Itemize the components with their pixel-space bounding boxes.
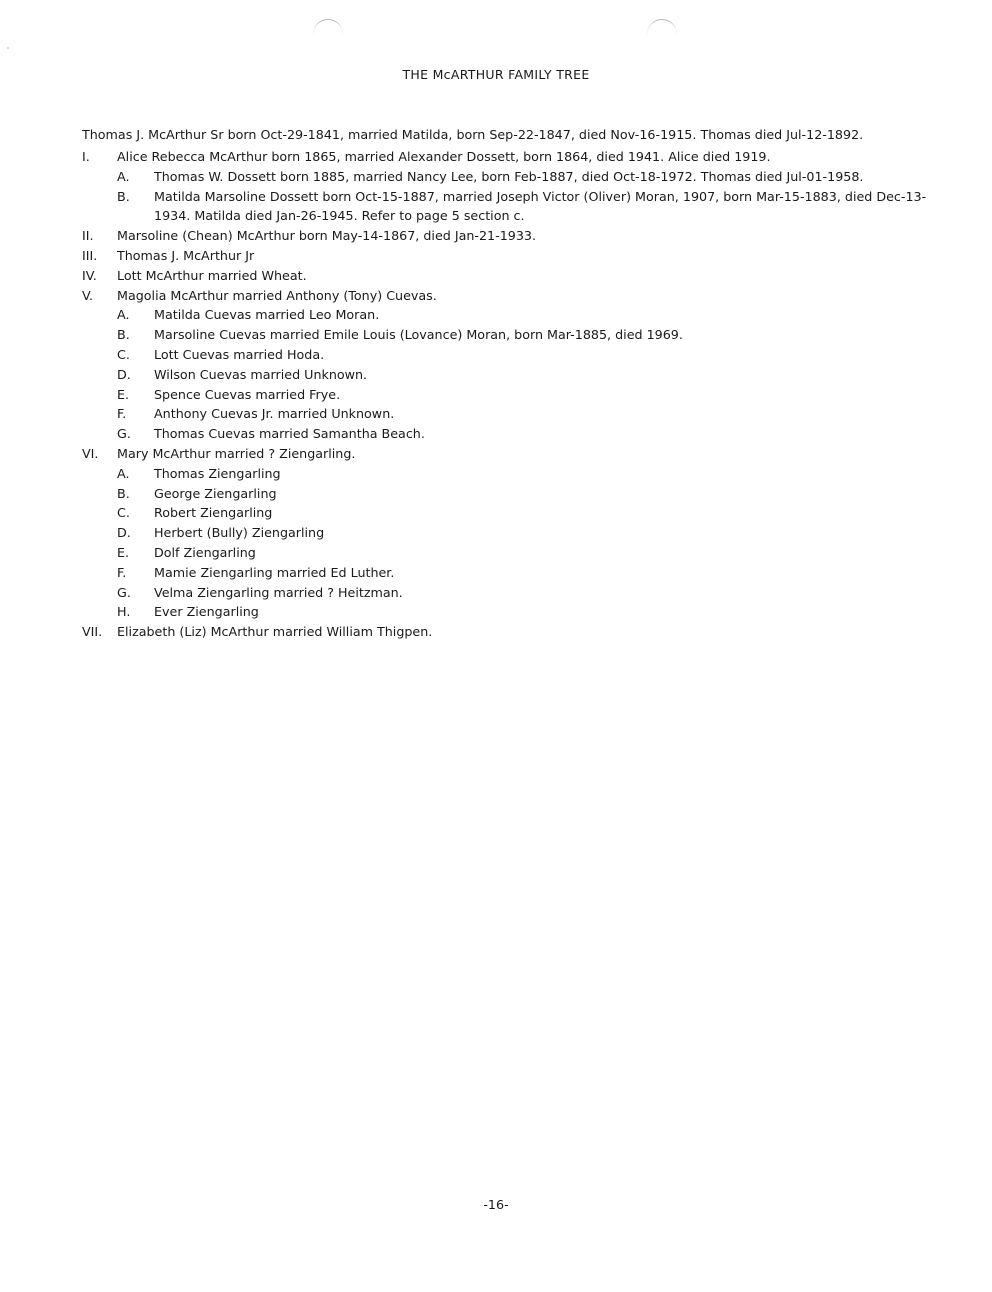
entry-number: I. bbox=[82, 149, 90, 164]
entry-text: Herbert (Bully) Ziengarling bbox=[154, 525, 325, 541]
child-entry bbox=[82, 523, 962, 543]
child-entry bbox=[82, 187, 962, 227]
entry-number: D. bbox=[117, 525, 131, 541]
scan-speck bbox=[7, 47, 9, 49]
entry-number: H. bbox=[117, 604, 131, 620]
entry-number: A. bbox=[117, 168, 130, 184]
entry-text: Thomas Ziengarling bbox=[154, 465, 281, 481]
entry-number: G. bbox=[117, 584, 131, 600]
generation-entry bbox=[82, 246, 962, 266]
entry-text: Elizabeth (Liz) McArthur married William Thigpen. bbox=[117, 624, 433, 640]
child-entry bbox=[82, 385, 962, 405]
entry-text: Thomas J. McArthur Jr bbox=[117, 247, 255, 263]
child-entry bbox=[82, 503, 962, 523]
entry-text: Matilda Marsoline Dossett born Oct-15-1887, married Joseph Victor (Oliver) Moran, 1907, born Mar-15-1883, died Dec-13-1934. Matilda died Jan-26-1945. Refer to page 5 section c. bbox=[154, 188, 927, 224]
entry-number: VI. bbox=[82, 445, 99, 461]
entry-text: Ever Ziengarling bbox=[154, 604, 259, 620]
entry-number: II. bbox=[82, 228, 94, 244]
child-entry bbox=[82, 345, 962, 365]
family-tree-list bbox=[82, 147, 962, 642]
child-entry bbox=[82, 305, 962, 325]
entry-text: Lott Cuevas married Hoda. bbox=[154, 346, 325, 362]
entry-text: Wilson Cuevas married Unknown. bbox=[154, 366, 368, 382]
entry-text: Mary McArthur married ? Ziengarling. bbox=[117, 445, 356, 461]
entry-number: C. bbox=[117, 505, 130, 521]
child-entry bbox=[82, 563, 962, 583]
generation-entry bbox=[82, 444, 962, 464]
page-title: THE McARTHUR FAMILY TREE bbox=[402, 67, 590, 82]
entry-text: Thomas W. Dossett born 1885, married Nancy Lee, born Feb-1887, died Oct-18-1972. Thomas died Jul-01-1958. bbox=[154, 168, 864, 184]
entry-text: Marsoline (Chean) McArthur born May-14-1867, died Jan-21-1933. bbox=[117, 228, 537, 244]
entry-number: III. bbox=[82, 247, 98, 263]
entry-text: Alice Rebecca McArthur born 1865, married Alexander Dossett, born 1864, died 1941. Alice died 1919. bbox=[117, 149, 771, 164]
entry-number: B. bbox=[117, 188, 130, 204]
entry-number: V. bbox=[82, 287, 94, 303]
entry-number: A. bbox=[117, 465, 130, 481]
entry-number: F. bbox=[117, 406, 127, 422]
entry-number: A. bbox=[117, 307, 130, 323]
entry-text: Anthony Cuevas Jr. married Unknown. bbox=[154, 406, 395, 422]
generation-entry bbox=[82, 147, 962, 167]
entry-number: D. bbox=[117, 366, 131, 382]
entry-number: E. bbox=[117, 544, 130, 560]
entry-text: Mamie Ziengarling married Ed Luther. bbox=[154, 564, 395, 580]
generation-entry bbox=[82, 622, 962, 642]
entry-text: Matilda Cuevas married Leo Moran. bbox=[154, 307, 380, 323]
child-entry bbox=[82, 325, 962, 345]
child-entry bbox=[82, 424, 962, 444]
punch-hole-right bbox=[647, 19, 677, 50]
entry-number: G. bbox=[117, 426, 131, 442]
child-entry bbox=[82, 404, 962, 424]
entry-text: Dolf Ziengarling bbox=[154, 544, 256, 560]
entry-text: Lott McArthur married Wheat. bbox=[117, 267, 307, 283]
entry-text: George Ziengarling bbox=[154, 485, 277, 501]
generation-entry bbox=[82, 226, 962, 246]
entry-text: Robert Ziengarling bbox=[154, 505, 273, 521]
entry-text: Spence Cuevas married Frye. bbox=[154, 386, 341, 402]
child-entry bbox=[82, 484, 962, 504]
child-entry bbox=[82, 543, 962, 563]
child-entry bbox=[82, 602, 962, 622]
entry-number: C. bbox=[117, 346, 130, 362]
child-entry bbox=[82, 365, 962, 385]
child-entry bbox=[82, 167, 962, 187]
page-number: -16- bbox=[483, 1197, 509, 1212]
intro-line: Thomas J. McArthur Sr born Oct-29-1841, married Matilda, born Sep-22-1847, died Nov-16-1915. Thomas died Jul-12-1892. bbox=[82, 127, 864, 142]
entry-text: Velma Ziengarling married ? Heitzman. bbox=[154, 584, 403, 600]
entry-number: E. bbox=[117, 386, 130, 402]
child-entry bbox=[82, 464, 962, 484]
entry-number: B. bbox=[117, 327, 130, 343]
entry-text: Marsoline Cuevas married Emile Louis (Lovance) Moran, born Mar-1885, died 1969. bbox=[154, 327, 683, 343]
entry-text: Magolia McArthur married Anthony (Tony) Cuevas. bbox=[117, 287, 437, 303]
entry-number: IV. bbox=[82, 267, 97, 283]
entry-number: B. bbox=[117, 485, 130, 501]
generation-entry bbox=[82, 266, 962, 286]
child-entry bbox=[82, 583, 962, 603]
punch-hole-left bbox=[313, 19, 343, 50]
generation-entry bbox=[82, 286, 962, 306]
entry-text: Thomas Cuevas married Samantha Beach. bbox=[154, 426, 425, 442]
entry-number: VII. bbox=[82, 624, 103, 640]
entry-number: F. bbox=[117, 564, 127, 580]
